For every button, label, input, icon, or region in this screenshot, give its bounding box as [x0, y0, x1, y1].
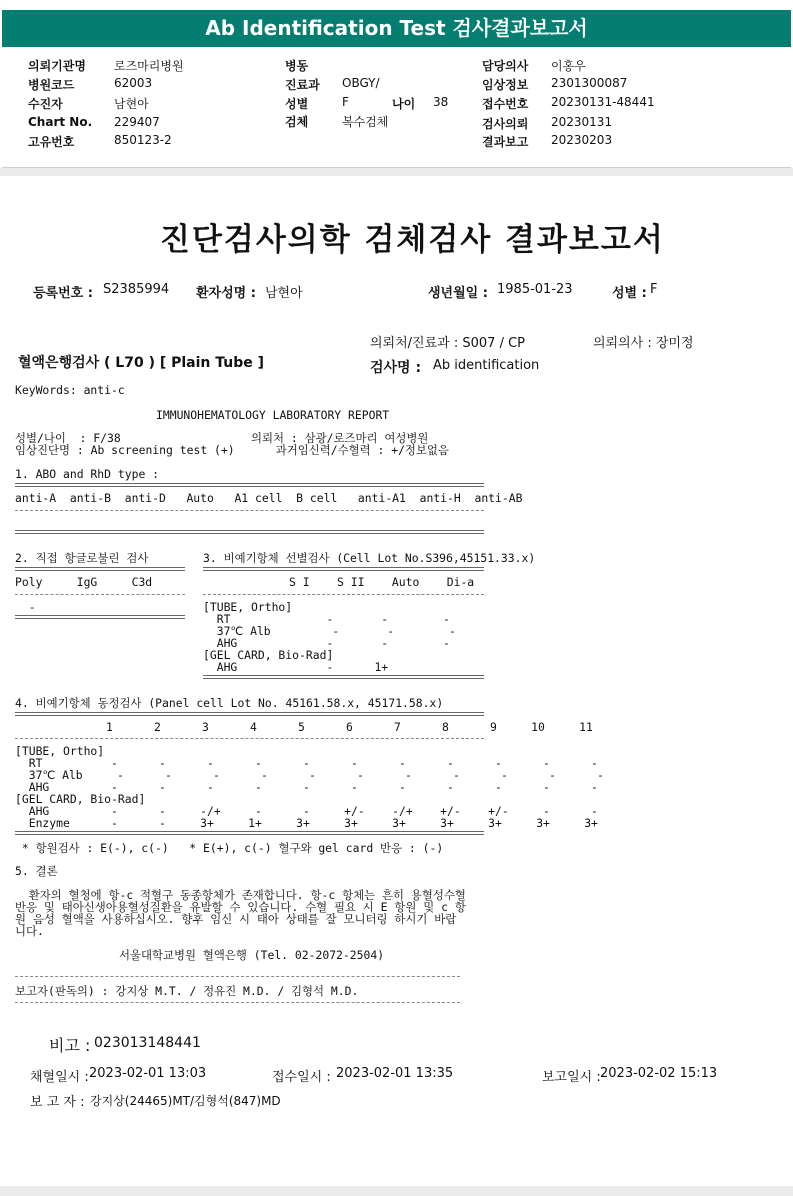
- screening-table-header: S I S II Auto Di-a: [289, 575, 475, 589]
- sex-age-line: 성별/나이 : F/38 의뢰처 : 삼광/로즈마리 여성병원: [15, 431, 429, 445]
- info-value-chart-no: 229407: [114, 115, 160, 129]
- separator: [15, 831, 484, 835]
- requesting-dept: 의뢰처/진료과 : S007 / CP: [370, 336, 525, 351]
- panel-row: Enzyme - - 3+ 1+ 3+ 3+ 3+ 3+ 3+ 3+ 3+: [15, 816, 598, 830]
- separator: [203, 675, 484, 679]
- info-value-sex: F: [342, 95, 349, 109]
- receipt-time-value: 2023-02-01 13:35: [336, 1066, 454, 1081]
- keywords: KeyWords: anti-c: [15, 383, 125, 397]
- info-value-report-date: 20230203: [551, 133, 613, 147]
- separator: [15, 510, 484, 511]
- info-value-institution: 로즈마리병원: [114, 59, 184, 73]
- separator: [15, 483, 484, 487]
- separator: [203, 594, 484, 595]
- patient-name-value: 남현아: [265, 286, 303, 301]
- collection-time-label: 채혈일시 :: [30, 1070, 89, 1085]
- panel-row: AHG - - -/+ - - +/- -/+ +/- +/- - -: [15, 804, 598, 818]
- info-label-age: 나이: [392, 97, 416, 111]
- separator: [15, 530, 484, 534]
- reporter-line: 보고자(판독의) : 강지상 M.T. / 정유진 M.D. / 김형석 M.D.: [15, 984, 359, 998]
- screening-row: 37℃ Alb - - -: [203, 624, 456, 638]
- sex-label: 성별 :: [612, 286, 647, 301]
- reporter-label: 보 고 자 :: [30, 1095, 85, 1110]
- separator: [15, 567, 185, 571]
- birthdate-label: 생년월일 :: [428, 286, 488, 301]
- birthdate-value: 1985-01-23: [497, 282, 573, 297]
- info-label-patient: 수진자: [28, 97, 63, 111]
- info-value-age: 38: [433, 95, 449, 109]
- screening-row: RT - - -: [203, 612, 450, 626]
- conclusion-line: 원 음성 혈액을 사용하십시오. 향후 임신 시 태아 상태를 잘 모니터링 하시기 바랍: [15, 912, 457, 926]
- separator: [203, 567, 484, 571]
- section-divider: [0, 168, 793, 176]
- panel-row: 37℃ Alb - - - - - - - - - - -: [15, 768, 604, 782]
- separator: [15, 976, 460, 977]
- document-title: 진단검사의학 검체검사 결과보고서: [160, 222, 665, 258]
- screening-row: [TUBE, Ortho]: [203, 600, 293, 614]
- report-time-label: 보고일시 :: [542, 1070, 601, 1085]
- info-value-request-date: 20230131: [551, 115, 613, 129]
- panel-row: [GEL CARD, Bio-Rad]: [15, 792, 146, 806]
- info-label-clinical-info: 임상정보: [482, 78, 529, 92]
- abo-table-header: anti-A anti-B anti-D Auto A1 cell B cell anti-A1 anti-H anti-AB: [15, 491, 523, 505]
- panel-row: AHG - - - - - - - - - - -: [15, 780, 598, 794]
- lab-report-title: IMMUNOHEMATOLOGY LABORATORY REPORT: [156, 408, 390, 422]
- info-label-physician: 담당의사: [482, 59, 529, 73]
- info-value-specimen: 복수검체: [342, 115, 389, 129]
- info-label-request-date: 검사의뢰: [482, 117, 529, 131]
- info-value-clinical-info: 2301300087: [551, 76, 628, 90]
- sex-value: F: [650, 282, 658, 297]
- note-label: 비고 :: [49, 1036, 91, 1055]
- test-name-value: Ab identification: [433, 358, 540, 373]
- receipt-time-label: 접수일시 :: [272, 1070, 331, 1085]
- bottom-divider: [0, 1186, 793, 1196]
- info-label-receipt-no: 접수번호: [482, 97, 529, 111]
- info-label-specimen: 검체: [285, 115, 309, 129]
- test-name-label: 검사명 :: [370, 360, 422, 376]
- info-label-sex: 성별: [285, 97, 309, 111]
- info-value-physician: 이홍우: [551, 59, 586, 73]
- panel-section-title: 4. 비예기항체 동정검사 (Panel cell Lot No. 45161.58.x, 45171.58.x): [15, 696, 444, 710]
- note-value: 023013148441: [94, 1035, 201, 1051]
- info-label-institution: 의뢰기관명: [28, 59, 86, 73]
- dat-table-header: Poly IgG C3d: [15, 575, 153, 589]
- registration-label: 등록번호 :: [33, 286, 93, 301]
- patient-info-block: [2, 47, 791, 168]
- diagnosis-line: 임상진단명 : Ab screening test (+) 과거임신력/수혈력 : +/정보없음: [15, 443, 449, 457]
- conclusion-line: 니다.: [15, 924, 44, 938]
- antigen-test-line: * 항원검사 : E(-), c(-) * E(+), c(-) 혈구와 gel card 반응 : (-): [15, 841, 444, 855]
- info-label-chart-no: Chart No.: [28, 115, 93, 129]
- registration-value: S2385994: [103, 282, 170, 297]
- info-label-report-date: 결과보고: [482, 135, 529, 149]
- separator: [15, 712, 484, 716]
- screening-section-title: 3. 비예기항체 선별검사 (Cell Lot No.S396,45151.33.x): [203, 551, 536, 565]
- info-value-receipt-no: 20230131-48441: [551, 95, 655, 109]
- reporter-value: 강지상(24465)MT/김형석(847)MD: [90, 1094, 281, 1108]
- info-label-department: 진료과: [285, 78, 320, 92]
- requesting-doctor: 의뢰의사 : 장미정: [593, 336, 694, 351]
- hospital-contact: 서울대학교병원 혈액은행 (Tel. 02-2072-2504): [119, 948, 385, 962]
- panel-row: [TUBE, Ortho]: [15, 744, 105, 758]
- section-title: 혈액은행검사 ( L70 ) [ Plain Tube ]: [18, 355, 265, 371]
- report-time-value: 2023-02-02 15:13: [600, 1066, 718, 1081]
- dat-result: -: [15, 600, 36, 614]
- info-value-department: OBGY/: [342, 76, 380, 90]
- patient-name-label: 환자성명 :: [196, 286, 256, 301]
- conclusion-title: 5. 결론: [15, 864, 58, 878]
- info-value-unique-id: 850123-2: [114, 133, 172, 147]
- abo-section-title: 1. ABO and RhD type :: [15, 467, 160, 481]
- info-label-hospital-code: 병원코드: [28, 78, 75, 92]
- collection-time-value: 2023-02-01 13:03: [89, 1066, 207, 1081]
- separator: [15, 594, 185, 595]
- screening-row: AHG - 1+: [203, 660, 389, 674]
- separator: [15, 738, 484, 739]
- info-label-unique-id: 고유번호: [28, 135, 75, 149]
- separator: [15, 1002, 460, 1003]
- screening-row: AHG - - -: [203, 636, 450, 650]
- info-value-patient: 남현아: [114, 97, 149, 111]
- conclusion-line: 환자의 혈청에 항-c 적혈구 동종항체가 존재합니다. 항-c 항체는 흔히 용혈성수혈: [15, 888, 466, 902]
- screening-row: [GEL CARD, Bio-Rad]: [203, 648, 334, 662]
- report-header-title: Ab Identification Test 검사결과보고서: [2, 10, 791, 47]
- separator: [15, 615, 185, 619]
- panel-row: RT - - - - - - - - - - -: [15, 756, 598, 770]
- info-value-hospital-code: 62003: [114, 76, 153, 90]
- dat-section-title: 2. 직접 항글로불린 검사: [15, 551, 149, 565]
- panel-table-header: 1 2 3 4 5 6 7 8 9 10 11: [106, 720, 593, 734]
- conclusion-line: 반응 및 태아신생아용혈성질환을 유발할 수 있습니다. 수혈 필요 시 E 항원 및 c 항: [15, 900, 466, 914]
- info-label-ward: 병동: [285, 59, 309, 73]
